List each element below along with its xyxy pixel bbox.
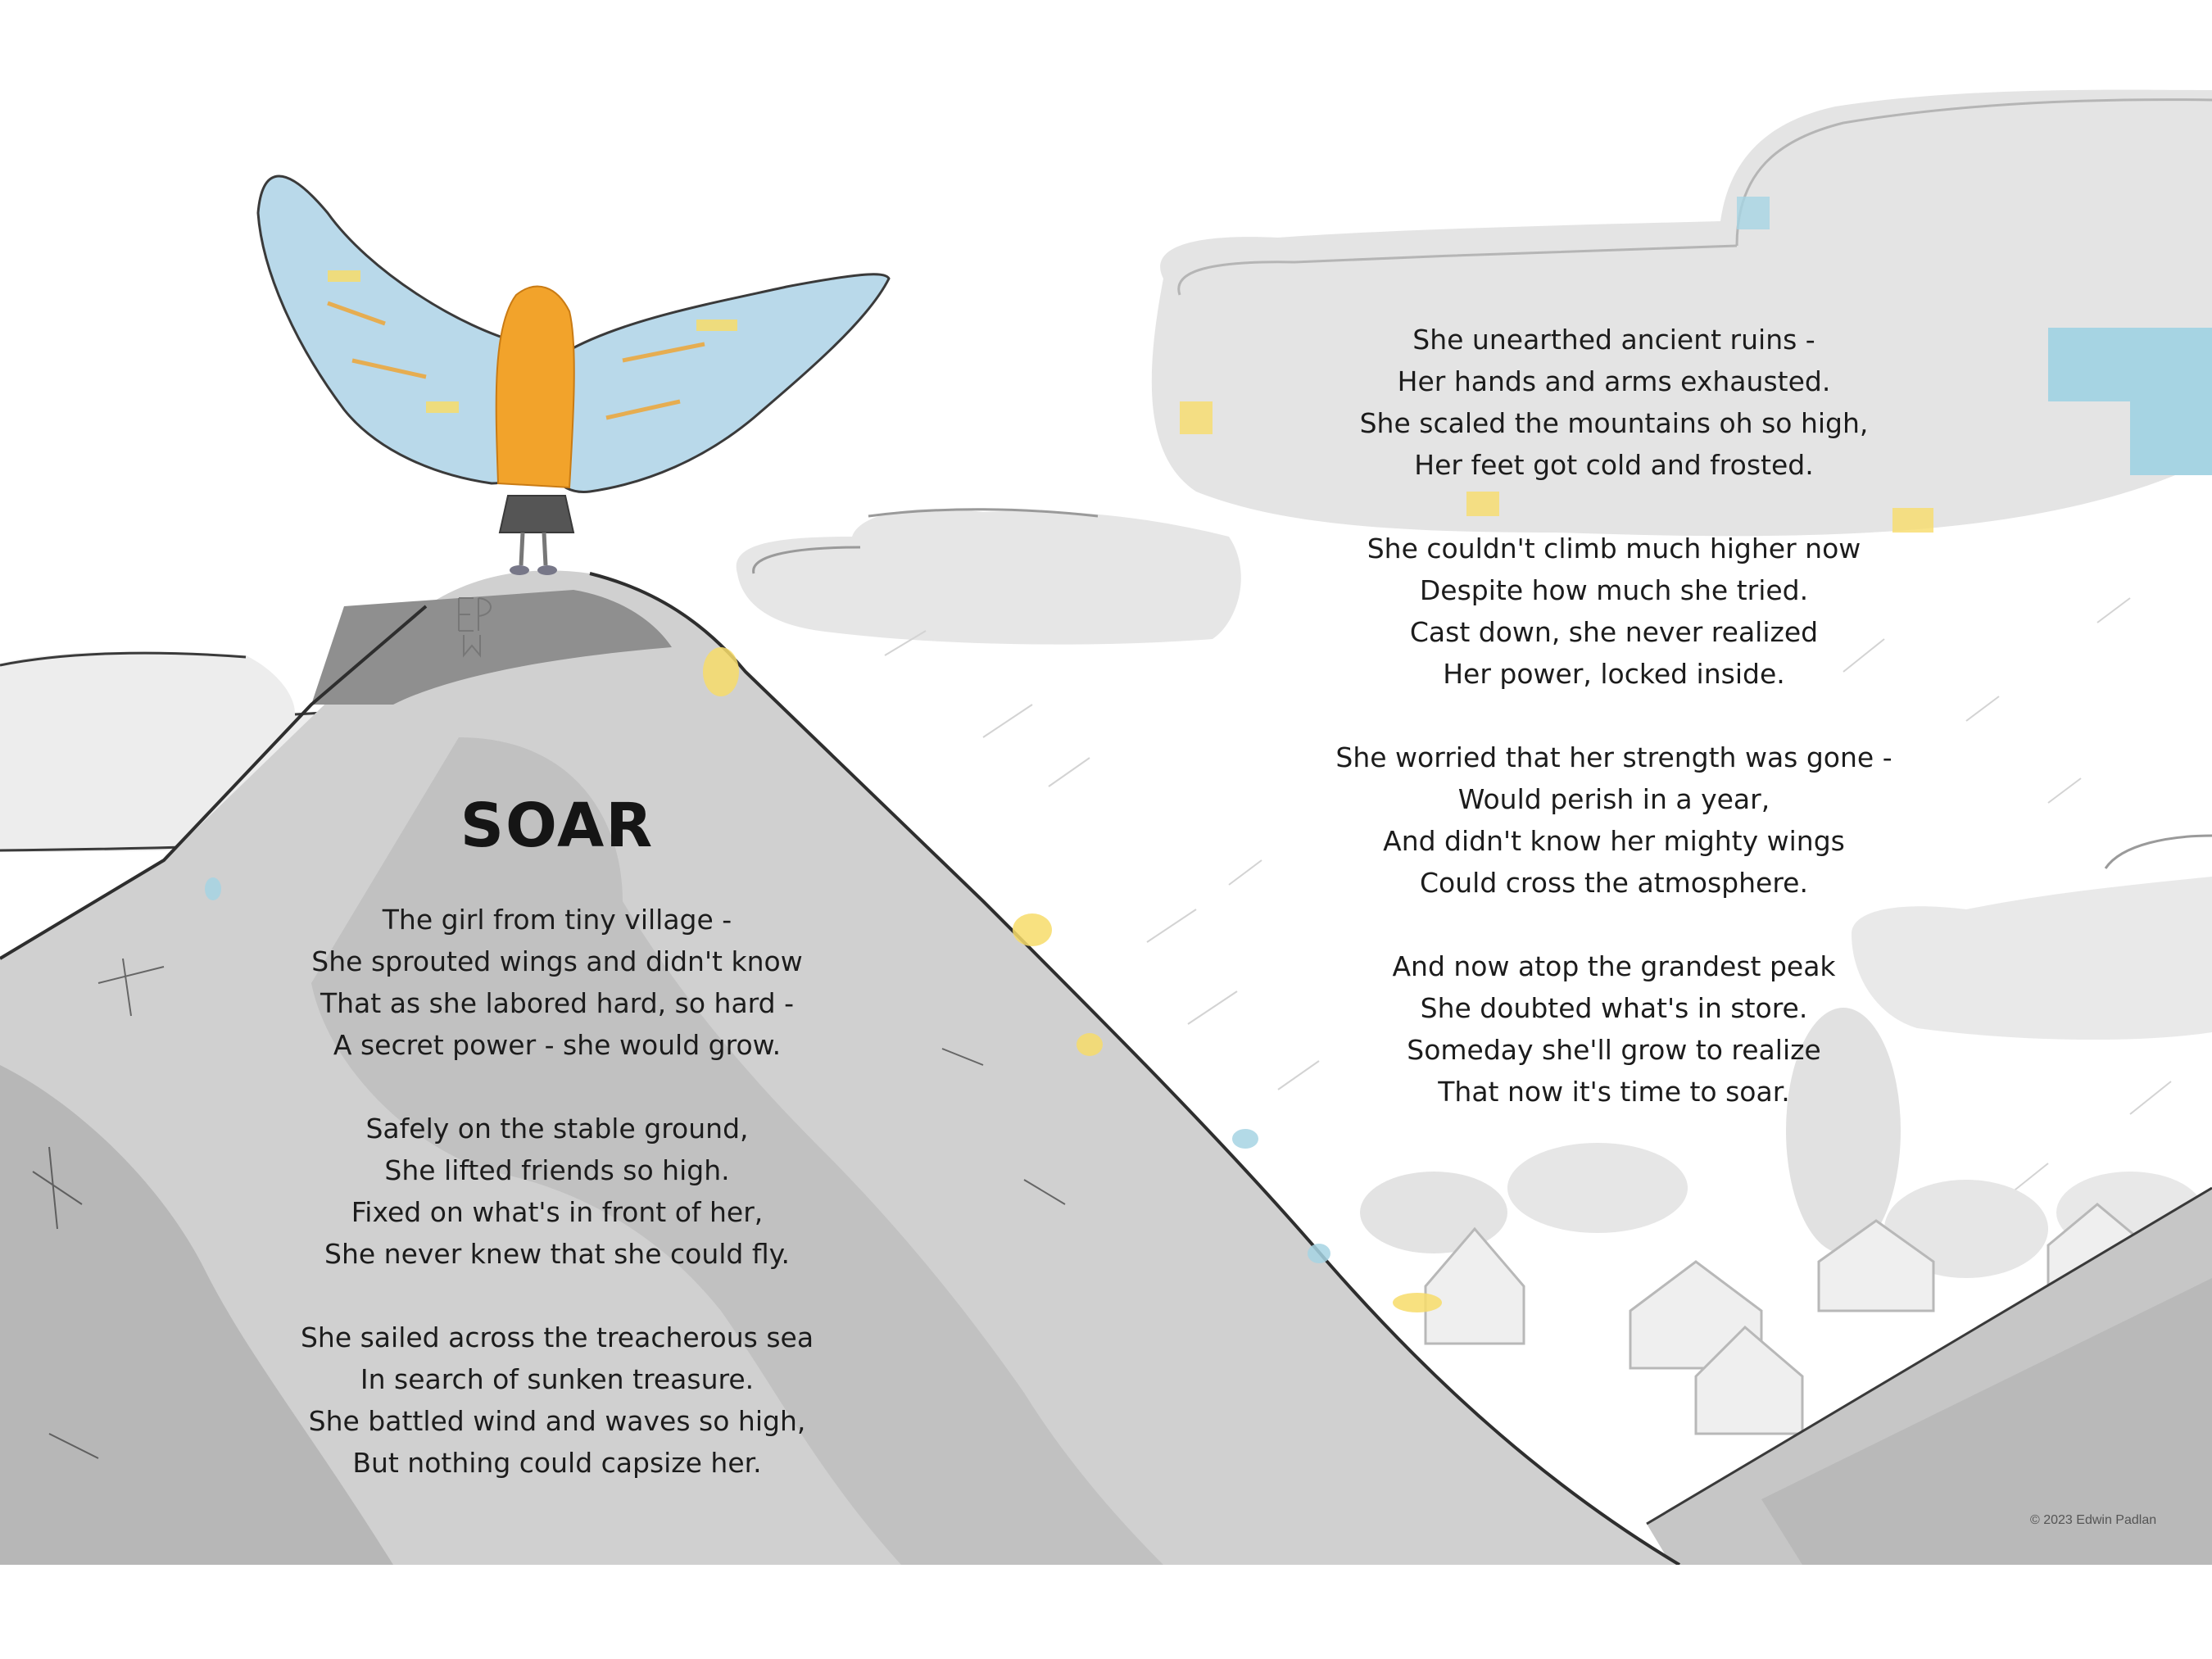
stanza (270, 1108, 844, 1275)
poem-line: But nothing could capsize her. (352, 1447, 762, 1479)
poem-line: She never knew that she could fly. (324, 1238, 790, 1270)
poem-left-column (270, 899, 844, 1525)
poem-title: SOAR (460, 791, 655, 861)
stanza (1294, 945, 1933, 1113)
cloud-middle (737, 509, 1241, 644)
poem-right-column (1294, 319, 1933, 1154)
stanza (270, 1317, 844, 1484)
poem-line: Could cross the atmosphere. (1420, 867, 1808, 899)
winged-girl (258, 176, 889, 575)
poem-line: She unearthed ancient ruins - (1412, 324, 1815, 356)
poem-line: Someday she'll grow to realize (1407, 1034, 1821, 1066)
poem-line: And now atop the grandest peak (1392, 950, 1836, 982)
poem-line: Her power, locked inside. (1443, 658, 1785, 690)
poem-line: She worried that her strength was gone - (1335, 741, 1892, 773)
poem-line: Would perish in a year, (1457, 783, 1770, 815)
poem-line: She sprouted wings and didn't know (311, 945, 803, 977)
poem-line: Her feet got cold and frosted. (1414, 449, 1814, 481)
poem-line: And didn't know her mighty wings (1383, 825, 1845, 857)
poem-line: That as she labored hard, so hard - (320, 987, 795, 1019)
poem-line: Cast down, she never realized (1409, 616, 1819, 648)
poem-line: She lifted friends so high. (384, 1154, 730, 1186)
poem-line: She battled wind and waves so high, (308, 1405, 806, 1437)
poem-line: Fixed on what's in front of her, (351, 1196, 764, 1228)
poem-line: That now it's time to soar. (1438, 1076, 1790, 1108)
poem-line: In search of sunken treasure. (360, 1363, 755, 1395)
poem-line: She sailed across the treacherous sea (300, 1321, 814, 1353)
poem-line: Safely on the stable ground, (365, 1113, 749, 1145)
poem-line: She scaled the mountains oh so high, (1359, 407, 1869, 439)
stanza (1294, 737, 1933, 904)
poem-line: Her hands and arms exhausted. (1397, 365, 1831, 397)
page-bottom-margin (0, 1565, 2212, 1659)
poem-line: A secret power - she would grow. (333, 1029, 782, 1061)
copyright-notice: © 2023 Edwin Padlan (2030, 1513, 2157, 1527)
stanza (1294, 528, 1933, 695)
stanza (1294, 319, 1933, 486)
poem-line: She couldn't climb much higher now (1367, 533, 1861, 564)
stanza (270, 899, 844, 1066)
poem-line: She doubted what's in store. (1420, 992, 1808, 1024)
poem-line: Despite how much she tried. (1419, 574, 1809, 606)
poem-line: The girl from tiny village - (382, 904, 732, 936)
